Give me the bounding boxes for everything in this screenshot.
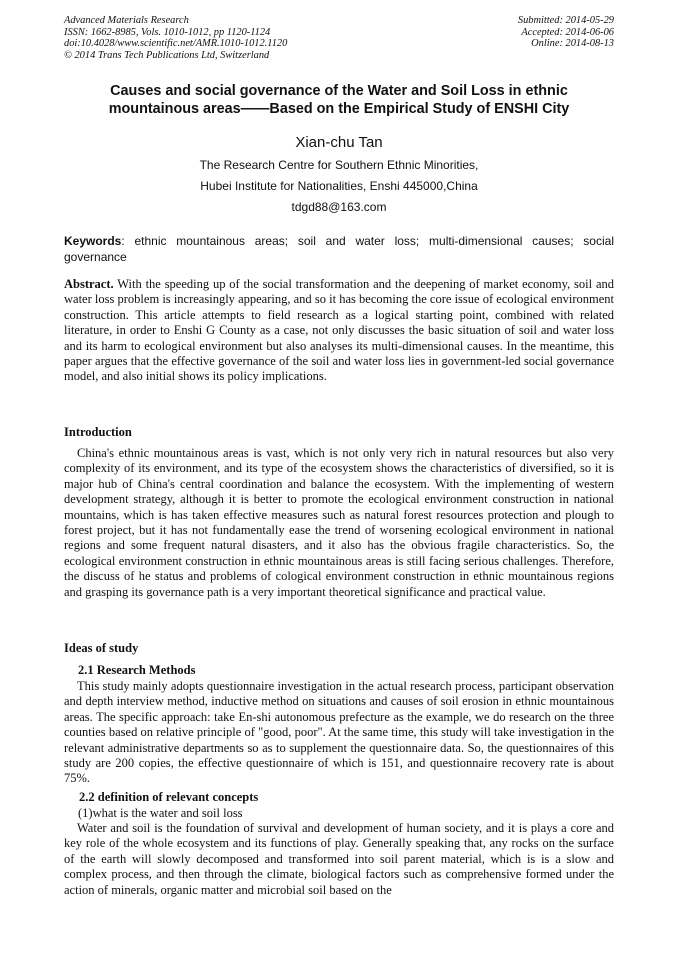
keywords (64, 234, 614, 265)
affiliation-line-2: Hubei Institute for Nationalities, Enshi 445000,China (200, 179, 478, 193)
methods-paragraph: This study mainly adopts questionnaire investigation in the actual research process, participant observation and depth interview method, inductive method on situations and causes of soil erosion in ethnic mountainous areas. The specific approach: take En-shi autonomous prefecture as the example, we do research on the three counties based on relative principle of "good, poor". At the same time, this study will take investigation in the relevant administrative departments so as to supplement the questionnaire data. So, the questionnaires of this study are 200 copies, the effective questionnaire of which is 151, and questionnaire recovery rate is about 75%. (64, 679, 614, 786)
author-name: Xian-chu Tan (295, 134, 383, 151)
intro-heading: Introduction (64, 425, 132, 439)
author-email: tdgd88@163.com (291, 200, 387, 214)
definition-paragraph: Water and soil is the foundation of survival and development of human society, and it is plays a core and key role of the whole ecosystem and its functions of play. Generally speaking that, any rocks on the surface of the earth will slowly decomposed and transformed into soil parent material, which is is a slow and complex process, and then through the climate, biological factors such as comprehensive formed under the action of minerals, organic matter and microbial soil based on the (64, 821, 614, 897)
header-right (518, 15, 614, 50)
abstract-text: With the speeding up of the social transformation and the deepening of market economy, soil and water loss problem is increasingly appearing, and so it has becoming the core issue of ecological environment construction. This article attempts to field research as a logical starting point, combined with related literature, in order to Enshi G County as a case, not only discusses the basic situation of soil and water loss and its harm to ecological environment but also analyses its multi-dimensional causes. In the meantime, this paper argues that the effective governance of the soil and water loss lies in government-led social governance model, and also initial shows its policy implications. (64, 277, 614, 384)
intro-paragraph: China's ethnic mountainous areas is vast, which is not only very rich in natural resources but also very complexity of its environment, and its type of the ecosystem shows the characteristics of diversified, so it is major hub of China's central coordination and balance the ecosystem. With the implementing of western development strategy, although it is better to promote the ecological environment construction in national mountains, which is has taken effective measures such as natural forest resources protection and plough to forest project, but it has not fundamentally ease the trend of worsening ecological environment in national regions and some frequent natural disasters, and it also has the obvious fragile characteristics. So, the ecological environment construction in ethnic mountainous areas is still facing serious challenges. Therefore, the discuss of he status and problems of cological environment construction in ethnic mountainous regions and grasping its governance path is a very important theoretical significance and practical value. (64, 446, 614, 599)
paper-title (64, 82, 614, 118)
submitted-date: Submitted: 2014-05-29 (517, 15, 614, 26)
online-date: Online: 2014-08-13 (531, 38, 614, 50)
affiliation-line-1: The Research Centre for Southern Ethnic Minorities, (199, 158, 479, 172)
abstract (64, 277, 614, 385)
title-line-1: Causes and social governance of the Water and Soil Loss in ethnic (110, 83, 568, 99)
journal-name: Advanced Materials Research (64, 15, 189, 26)
definition-subheading: (1)what is the water and soil loss (78, 806, 243, 820)
definition-heading: 2.2 definition of relevant concepts (79, 790, 259, 804)
doi-line: doi:10.4028/www.scientific.net/AMR.1010-1012.1120 (64, 38, 288, 50)
keywords-text: : ethnic mountainous areas; soil and water loss; multi-dimensional causes; social governance (64, 234, 614, 264)
header-left (64, 15, 287, 61)
ideas-heading: Ideas of study (64, 641, 139, 655)
abstract-label: Abstract. (64, 277, 114, 291)
issn-line: ISSN: 1662-8985, Vols. 1010-1012, pp 1120-1124 (64, 26, 271, 38)
title-line-2: mountainous areas——Based on the Empirical Study of ENSHI City (108, 101, 570, 117)
copyright-line: © 2014 Trans Tech Publications Ltd, Switzerland (64, 49, 270, 61)
methods-heading: 2.1 Research Methods (78, 663, 196, 677)
keywords-label: Keywords (64, 234, 122, 248)
accepted-date: Accepted: 2014-06-06 (521, 26, 614, 38)
